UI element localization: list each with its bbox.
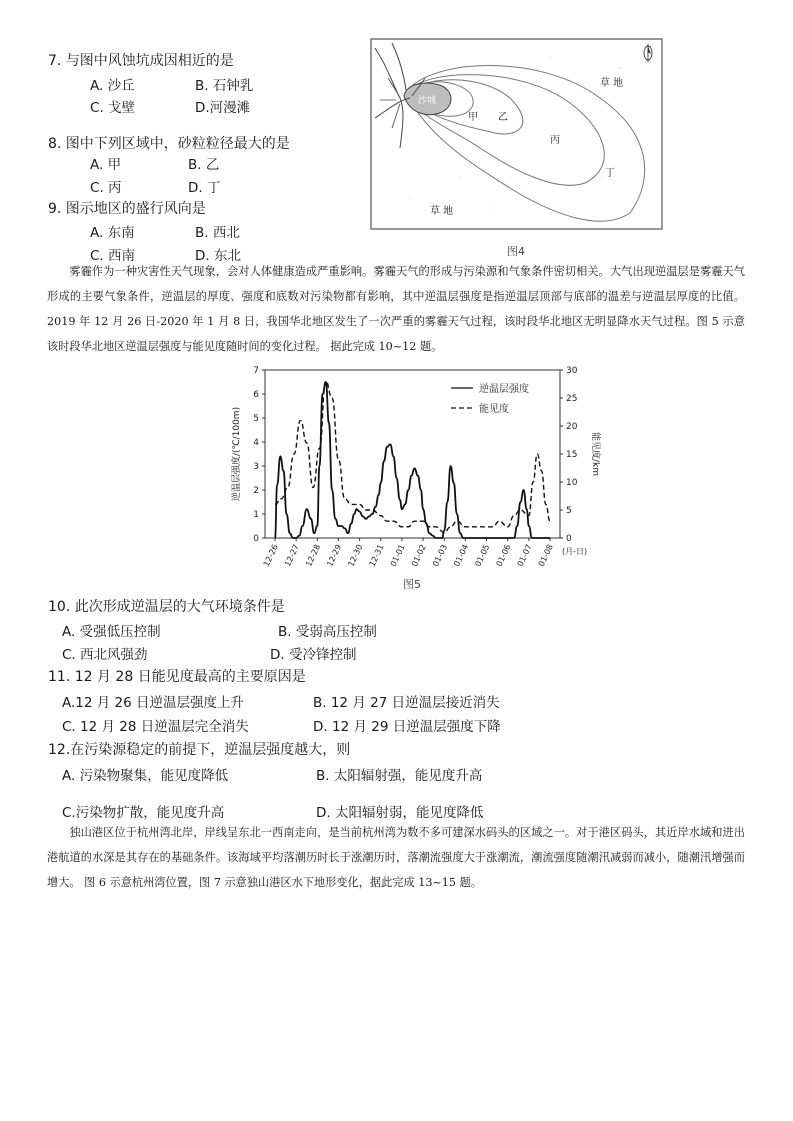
x-tick-label: 01-04 <box>452 543 471 568</box>
left-tick-label: 1 <box>253 510 259 520</box>
map-label-grassland-north: 草 地 <box>600 78 624 89</box>
q10-stem: 10. 此次形成逆温层的大气环境条件是 <box>48 599 285 615</box>
q11-option-a: A.12 月 26 日逆温层强度上升 <box>62 695 245 711</box>
q8-option-c: C. 丙 <box>90 180 122 196</box>
map-label-bing: 丙 <box>550 135 560 146</box>
left-tick-label: 0 <box>253 534 259 544</box>
q9-option-c: C. 西南 <box>90 248 136 264</box>
x-tick-label: 01-07 <box>515 543 534 568</box>
legend-label-visibility: 能见度 <box>479 404 509 415</box>
q12-option-b: B. 太阳辐射强，能见度升高 <box>316 768 483 784</box>
right-tick-label: 20 <box>566 422 578 432</box>
q10-option-c: C. 西北风强劲 <box>62 647 148 663</box>
figure-5-caption: 图5 <box>403 578 421 591</box>
left-tick-label: 7 <box>253 366 259 376</box>
q12-option-c: C.污染物扩散，能见度升高 <box>62 805 225 821</box>
chart-x-unit: (月-日) <box>562 547 588 556</box>
q9-option-b: B. 西北 <box>195 225 240 241</box>
map-label-yi: 乙 <box>498 112 508 123</box>
x-tick-label: 12-30 <box>346 543 365 568</box>
x-tick-label: 01-01 <box>388 543 407 568</box>
q11-option-d: D. 12 月 29 日逆温层强度下降 <box>313 719 501 735</box>
q12-option-d: D. 太阳辐射弱，能见度降低 <box>316 805 484 821</box>
left-tick-label: 4 <box>253 438 259 448</box>
x-tick-label: 01-08 <box>536 543 555 568</box>
x-tick-label: 01-05 <box>473 543 492 568</box>
q7-stem: 7. 与图中风蚀坑成因相近的是 <box>48 53 234 69</box>
q7-option-d: D.河漫滩 <box>195 100 251 116</box>
legend-label-inversion: 逆温层强度 <box>479 384 529 395</box>
passage-smog: 雾霾作为一种灾害性天气现象，会对人体健康造成严重影响。雾霾天气的形成与污染源和气象条件密切相关。大气出现逆温层是雾霾天气形成的主要气象条件，逆温层的厚度、强度和底数对污染物都有影响，其中逆温层强度是指逆温层顶部与底部的温差与逆温层厚度的比值。2019 年 12 月 26 日-2020 年 1 月 8 日，我国华北地区发生了一次严重的雾霾天气过程，该时段华北地区无明显降水天气过程。图 5 示意该时段华北地区逆温层强度与能见度随时间的变化过程。 据此完成 10~12 题。 <box>47 265 745 353</box>
right-tick-label: 30 <box>566 366 578 376</box>
left-tick-label: 6 <box>253 390 259 400</box>
figure-5-chart <box>215 362 615 594</box>
x-tick-label: 12-31 <box>367 543 386 568</box>
q11-stem: 11. 12 月 28 日能见度最高的主要原因是 <box>48 669 306 685</box>
map-label-ding: 丁 <box>605 168 615 179</box>
q8-option-b: B. 乙 <box>188 157 220 173</box>
passage-dushan-port: 独山港区位于杭州湾北岸，岸线呈东北一西南走向，是当前杭州湾为数不多可建深水码头的区域之一。对于港区码头，其近岸水域和进出港航道的水深是其存在的基础条件。该海域平均落潮历时长于涨潮历时，落潮流强度大于涨潮流，潮流强度随潮汛减弱而减小，随潮汛增强而增大。 图 6 示意杭州湾位置，图 7 示意独山港区水下地形变化，据此完成 13~15 题。 <box>47 826 745 889</box>
q7-option-c: C. 戈壁 <box>90 100 136 116</box>
chart-right-axis-label: 能见度/km <box>590 431 600 477</box>
q7-option-a: A. 沙丘 <box>90 78 135 94</box>
q8-option-d: D. 丁 <box>188 180 221 196</box>
x-tick-label: 01-03 <box>431 543 450 568</box>
x-tick-label: 12-27 <box>282 543 301 568</box>
right-tick-label: 10 <box>566 478 578 488</box>
q11-option-c: C. 12 月 28 日逆温层完全消失 <box>62 719 249 735</box>
chart-left-axis-label: 逆温层强度/(℃/100m) <box>232 406 242 502</box>
x-tick-label: 12-28 <box>304 543 323 568</box>
left-tick-label: 5 <box>253 414 259 424</box>
right-tick-label: 0 <box>566 534 572 544</box>
q10-option-a: A. 受强低压控制 <box>62 624 161 640</box>
figure-4-map <box>370 38 663 263</box>
q8-option-a: A. 甲 <box>90 157 122 173</box>
q11-option-b: B. 12 月 27 日逆温层接近消失 <box>313 695 500 711</box>
x-tick-label: 12-26 <box>261 543 280 568</box>
q9-stem: 9. 图示地区的盛行风向是 <box>48 201 206 217</box>
q12-stem: 12.在污染源稳定的前提下，逆温层强度越大，则 <box>48 742 351 758</box>
x-tick-label: 01-06 <box>494 543 513 568</box>
q8-stem: 8. 图中下列区域中，砂粒粒径最大的是 <box>48 136 290 152</box>
q7-option-b: B. 石钟乳 <box>195 78 254 94</box>
q12-option-a: A. 污染物聚集，能见度降低 <box>62 768 229 784</box>
map-label-shacheng: 沙城 <box>417 96 437 106</box>
right-tick-label: 15 <box>566 450 578 460</box>
map-label-jia: 甲 <box>468 112 478 123</box>
right-tick-label: 25 <box>566 394 578 404</box>
q9-option-a: A. 东南 <box>90 225 135 241</box>
figure-4-caption: 图4 <box>507 245 525 258</box>
left-tick-label: 2 <box>253 486 259 496</box>
q9-option-d: D. 东北 <box>195 248 241 264</box>
left-tick-label: 3 <box>253 462 259 472</box>
x-tick-label: 01-02 <box>409 543 428 568</box>
map-label-grassland-south: 草 地 <box>430 206 454 217</box>
q10-option-d: D. 受冷锋控制 <box>270 647 357 663</box>
x-tick-label: 12-29 <box>325 543 344 568</box>
q10-option-b: B. 受弱高压控制 <box>278 624 377 640</box>
right-tick-label: 5 <box>566 506 572 516</box>
